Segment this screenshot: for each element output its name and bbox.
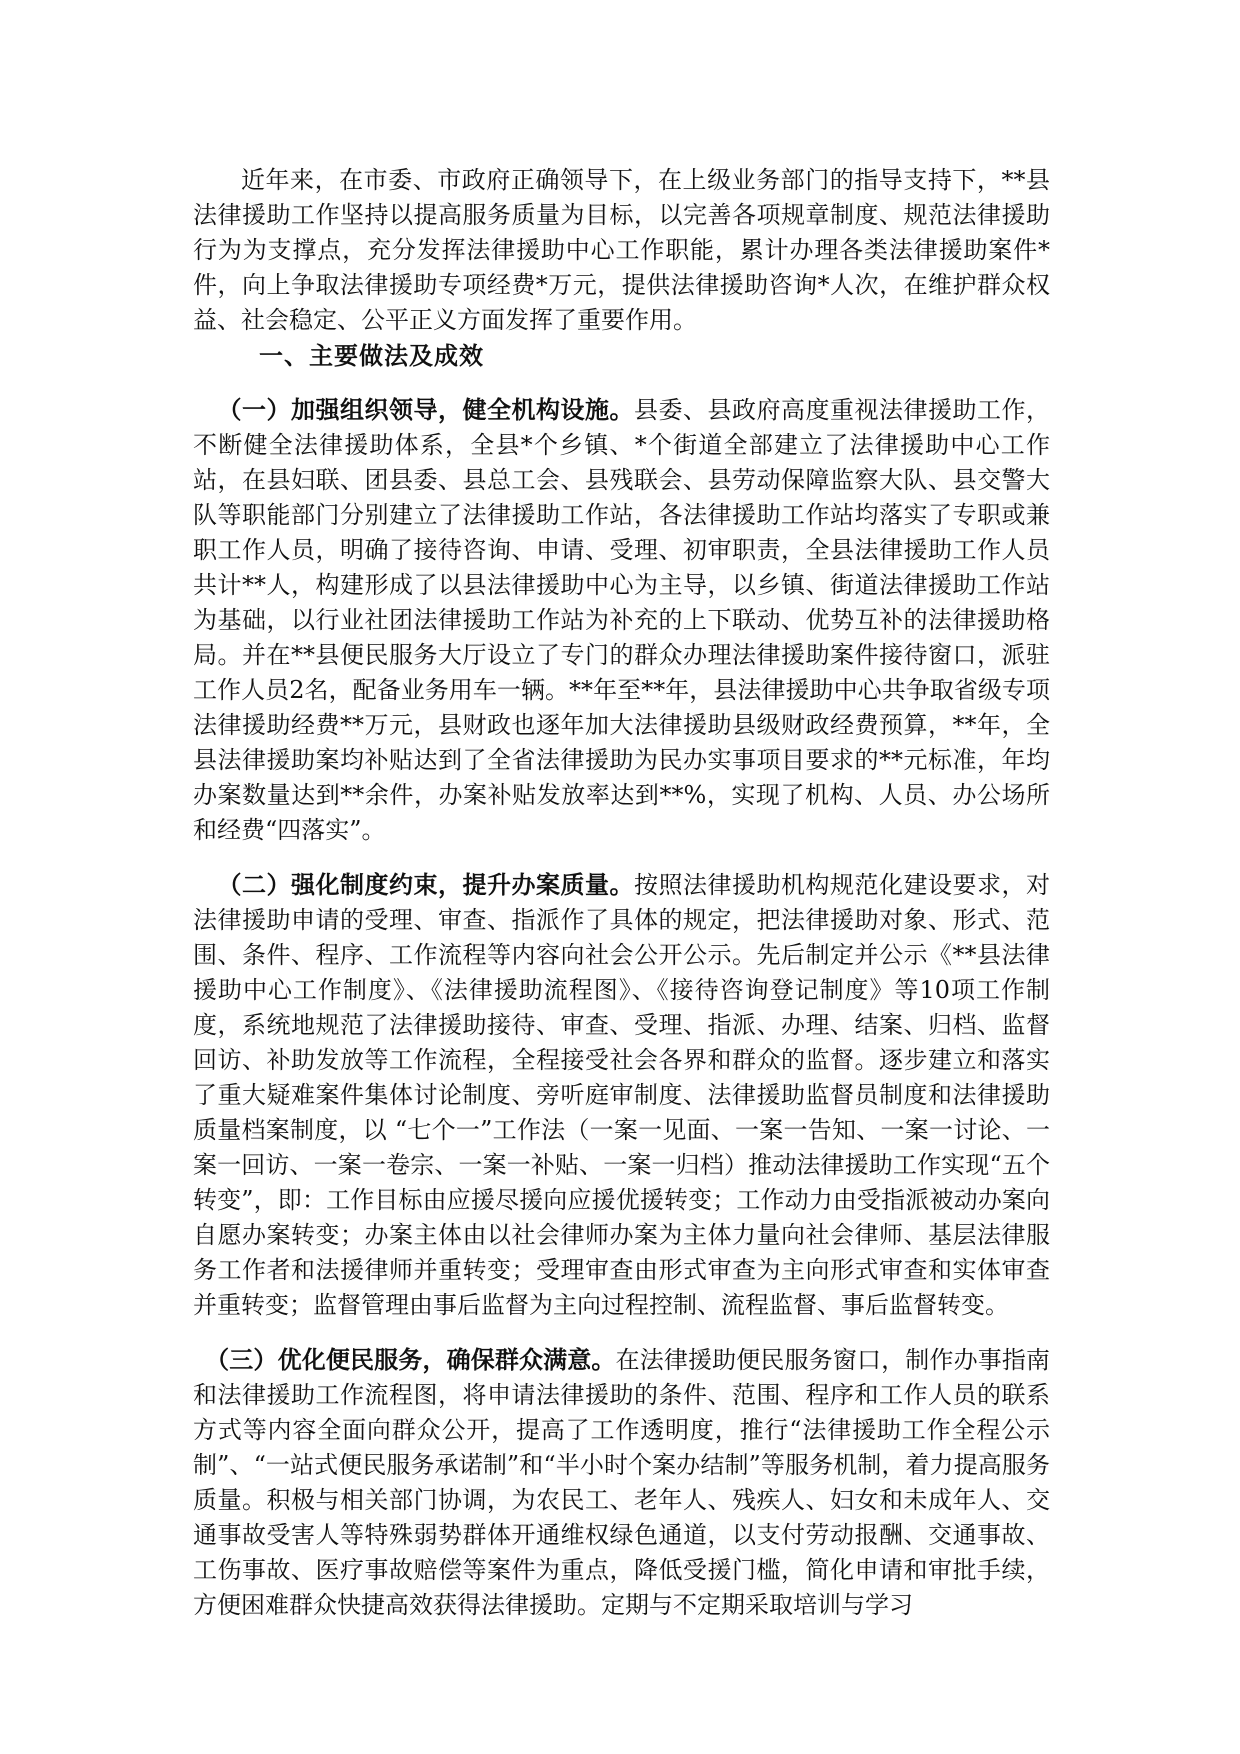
item-2-lead: （二）强化制度约束，提升办案质量。 (217, 870, 634, 899)
item-2-body: 按照法律援助机构规范化建设要求，对法律援助申请的受理、审查、指派作了具体的规定，把法律援助对象、形式、范围、条件、程序、工作流程等内容向社会公开公示。先后制定并公示《**县法律援助中心工作制度》、《法律援助流程图》、《接待咨询登记制度》等10项工作制度，系统地规范了法律援助接待、审查、受理、指派、办理、结案、归档、监督回访、补助发放等工作流程，全程接受社会各界和群众的监督。逐步建立和落实了重大疑难案件集体讨论制度、旁听庭审制度、法律援助监督员制度和法律援助质量档案制度，以 “七个一”工作法（一案一见面、一案一告知、一案一讨论、一案一回访、一案一卷宗、一案一补贴、一案一归档）推动法律援助工作实现“五个转变”，即：工作目标由应援尽援向应援优援转变；工作动力由受指派被动办案向自愿办案转变；办案主体由以社会律师办案为主体力量向社会律师、基层法律服务工作者和法援律师并重转变；受理审查由形式审查为主向形式审查和实体审查并重转变；监督管理由事后监督为主向过程控制、流程监督、事后监督转变。 (193, 871, 1050, 1319)
item-2-paragraph (193, 867, 1050, 1323)
item-1-lead: （一）加强组织领导，健全机构设施。 (217, 395, 634, 424)
document-body (193, 163, 1050, 1623)
item-1-body: 县委、县政府高度重视法律援助工作，不断健全法律援助体系，全县*个乡镇、*个街道全部建立了法律援助中心工作站，在县妇联、团县委、县总工会、县残联会、县劳动保障监察大队、县交警大队等职能部门分别建立了法律援助工作站，各法律援助工作站均落实了专职或兼职工作人员，明确了接待咨询、申请、受理、初审职责，全县法律援助工作人员共计**人，构建形成了以县法律援助中心为主导，以乡镇、街道法律援助工作站为基础，以行业社团法律援助工作站为补充的上下联动、优势互补的法律援助格局。并在**县便民服务大厅设立了专门的群众办理法律援助案件接待窗口，派驻工作人员2名，配备业务用车一辆。**年至**年，县法律援助中心共争取省级专项法律援助经费**万元，县财政也逐年加大法律援助县级财政经费预算，**年，全县法律援助案均补贴达到了全省法律援助为民办实事项目要求的**元标准，年均办案数量达到**余件，办案补贴发放率达到**%，实现了机构、人员、办公场所和经费“四落实”。 (193, 396, 1050, 844)
item-3-paragraph (193, 1342, 1050, 1623)
item-3-lead: （三）优化便民服务，确保群众满意。 (205, 1345, 616, 1374)
item-3-body: 在法律援助便民服务窗口，制作办事指南和法律援助工作流程图，将申请法律援助的条件、范围、程序和工作人员的联系方式等内容全面向群众公开，提高了工作透明度，推行“法律援助工作全程公示制”、“一站式便民服务承诺制”和“半小时个案办结制”等服务机制，着力提高服务质量。积极与相关部门协调，为农民工、老年人、残疾人、妇女和未成年人、交通事故受害人等特殊弱势群体开通维权绿色通道，以支付劳动报酬、交通事故、工伤事故、医疗事故赔偿等案件为重点，降低受援门槛，简化申请和审批手续，方便困难群众快捷高效获得法律援助。定期与不定期采取培训与学习 (193, 1346, 1051, 1619)
section-heading: 一、主要做法及成效 (259, 341, 484, 370)
item-1-paragraph (193, 392, 1050, 848)
intro-paragraph: 近年来，在市委、市政府正确领导下，在上级业务部门的指导支持下，**县法律援助工作坚持以提高服务质量为目标，以完善各项规章制度、规范法律援助行为为支撑点，充分发挥法律援助中心工作职能，累计办理各类法律援助案件*件，向上争取法律援助专项经费*万元，提供法律援助咨询*人次，在维护群众权益、社会稳定、公平正义方面发挥了重要作用。 (193, 166, 1050, 334)
